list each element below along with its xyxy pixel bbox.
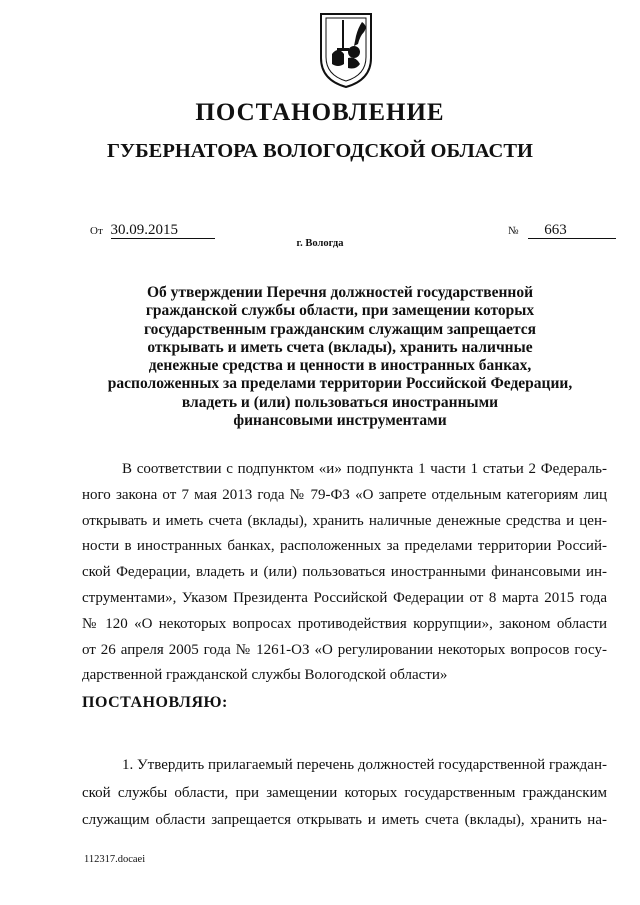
item-line: служащим области запрещается открывать и иметь счета (вклады), хранить на- <box>82 812 607 828</box>
preamble-line: от 26 апреля 2005 года № 1261-ОЗ «О регулировании некоторых вопросов госу- <box>82 641 607 658</box>
item-1-paragraph <box>82 752 607 835</box>
heading-line: открывать и иметь счета (вклады), хранить наличные <box>147 338 533 356</box>
date-text: 30.09.2015 <box>110 222 179 238</box>
date-block <box>90 222 215 239</box>
coat-of-arms-emblem <box>318 10 374 90</box>
preamble-line: ской Федерации, владеть и (или) пользоваться иностранными финансовыми ин- <box>82 564 607 581</box>
number-value <box>528 223 616 239</box>
item-line: 1. Утвердить прилагаемый перечень должностей государственной граждан- <box>122 757 607 773</box>
preamble-line: ности в иностранных банках, расположенных за пределами территории Россий- <box>82 538 607 555</box>
heading-line: расположенных за пределами территории Российской Федерации, <box>107 375 573 393</box>
preamble-line: ного закона от 7 мая 2013 года № 79-ФЗ «О запрете отдельным категориям лиц <box>82 486 607 503</box>
preamble-line: струментами», Указом Президента Российской Федерации от 8 марта 2015 года <box>82 589 607 606</box>
date-value <box>111 223 215 239</box>
preamble-line: № 120 «О некоторых вопросах противодействия коррупции», законом области <box>82 615 607 632</box>
preamble-line: дарственной гражданской службы Вологодской области» <box>82 667 448 684</box>
number-block <box>508 222 616 239</box>
document-heading <box>80 284 600 430</box>
heading-line: финансовыми инструментами <box>233 412 447 430</box>
date-prefix: От <box>90 225 103 237</box>
heading-line: Об утверждении Перечня должностей государственной <box>146 284 534 301</box>
heading-line: денежные средства и ценности в иностранных банках, <box>148 357 532 375</box>
preamble-line: В соответствии с подпунктом «и» подпункта 1 части 1 статьи 2 Федераль- <box>122 461 607 477</box>
document-title: ПОСТАНОВЛЕНИЕ <box>195 99 445 126</box>
resolve-heading: ПОСТАНОВЛЯЮ: <box>82 694 228 711</box>
number-text: 663 <box>544 222 567 238</box>
heading-line: гражданской службы области, при замещении которых <box>145 302 535 320</box>
heading-line: владеть и (или) пользоваться иностранными <box>181 393 499 411</box>
city-label: г. Вологда <box>296 238 344 249</box>
heading-line: государственным гражданским служащим запрещается <box>143 320 537 338</box>
item-line: ской службы области, при замещении которых государственным гражданским <box>82 784 607 801</box>
number-prefix: № <box>508 225 519 237</box>
document-subtitle: ГУБЕРНАТОРА ВОЛОГОДСКОЙ ОБЛАСТИ <box>107 140 533 162</box>
preamble-paragraph <box>82 457 607 689</box>
file-reference: 112317.docaei <box>84 854 146 865</box>
preamble-line: открывать и иметь счета (вклады), хранить наличные денежные средства и цен- <box>82 512 607 529</box>
